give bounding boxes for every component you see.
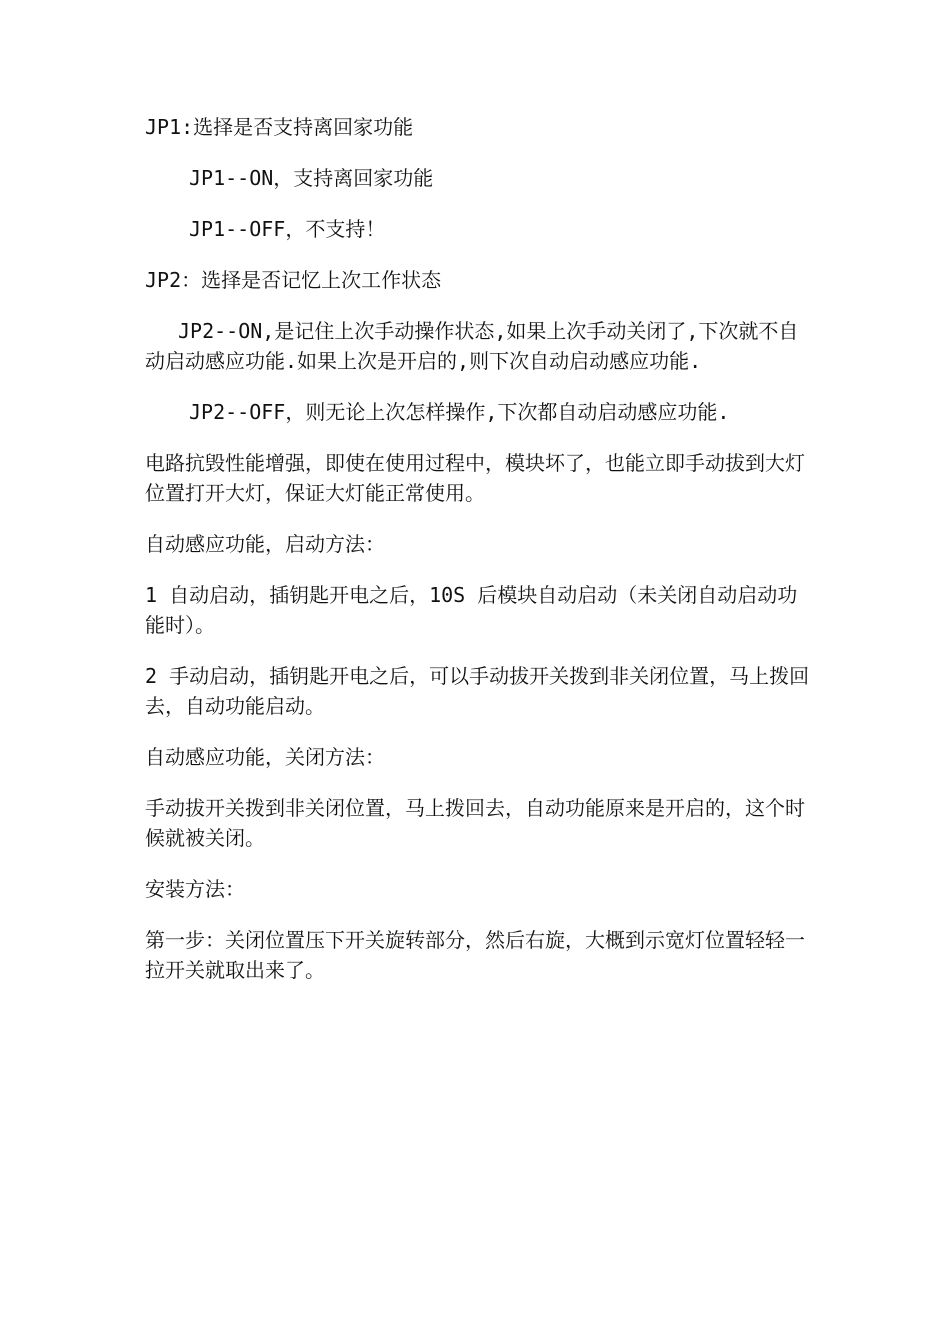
jp2-heading: JP2：选择是否记忆上次工作状态 bbox=[145, 268, 442, 292]
jp1-on-option: JP1--ON，支持离回家功能 bbox=[189, 166, 434, 190]
jp1-heading: JP1:选择是否支持离回家功能 bbox=[145, 115, 414, 139]
auto-close-heading: 自动感应功能，关闭方法： bbox=[145, 745, 385, 769]
jp2-on-text: JP2--ON,是记住上次手动操作状态,如果上次手动关闭了,下次就不自动启动感应功能.如果上次是开启的,则下次自动启动感应功能. bbox=[145, 319, 799, 373]
auto-close-method: 手动拔开关拨到非关闭位置，马上拨回去，自动功能原来是开启的，这个时候就被关闭。 bbox=[145, 796, 805, 850]
jp1-off-option: JP1--OFF，不支持！ bbox=[189, 217, 386, 241]
document-body bbox=[145, 112, 810, 1006]
auto-start-step-1: 1 自动启动，插钥匙开电之后，10S 后模块自动启动（未关闭自动启动功能时）。 bbox=[145, 583, 798, 637]
jp2-on-option bbox=[145, 316, 810, 376]
auto-start-step-2: 2 手动启动，插钥匙开电之后，可以手动拔开关拨到非关闭位置，马上拨回去，自动功能启动。 bbox=[145, 664, 810, 718]
install-step-1: 第一步：关闭位置压下开关旋转部分，然后右旋，大概到示宽灯位置轻轻一拉开关就取出来了。 bbox=[145, 928, 805, 982]
auto-start-heading: 自动感应功能，启动方法： bbox=[145, 532, 385, 556]
circuit-note: 电路抗毁性能增强，即使在使用过程中，模块坏了，也能立即手动拔到大灯位置打开大灯，保证大灯能正常使用。 bbox=[145, 451, 805, 505]
jp2-off-option: JP2--OFF，则无论上次怎样操作,下次都自动启动感应功能. bbox=[189, 400, 730, 424]
install-heading: 安装方法： bbox=[145, 877, 245, 901]
